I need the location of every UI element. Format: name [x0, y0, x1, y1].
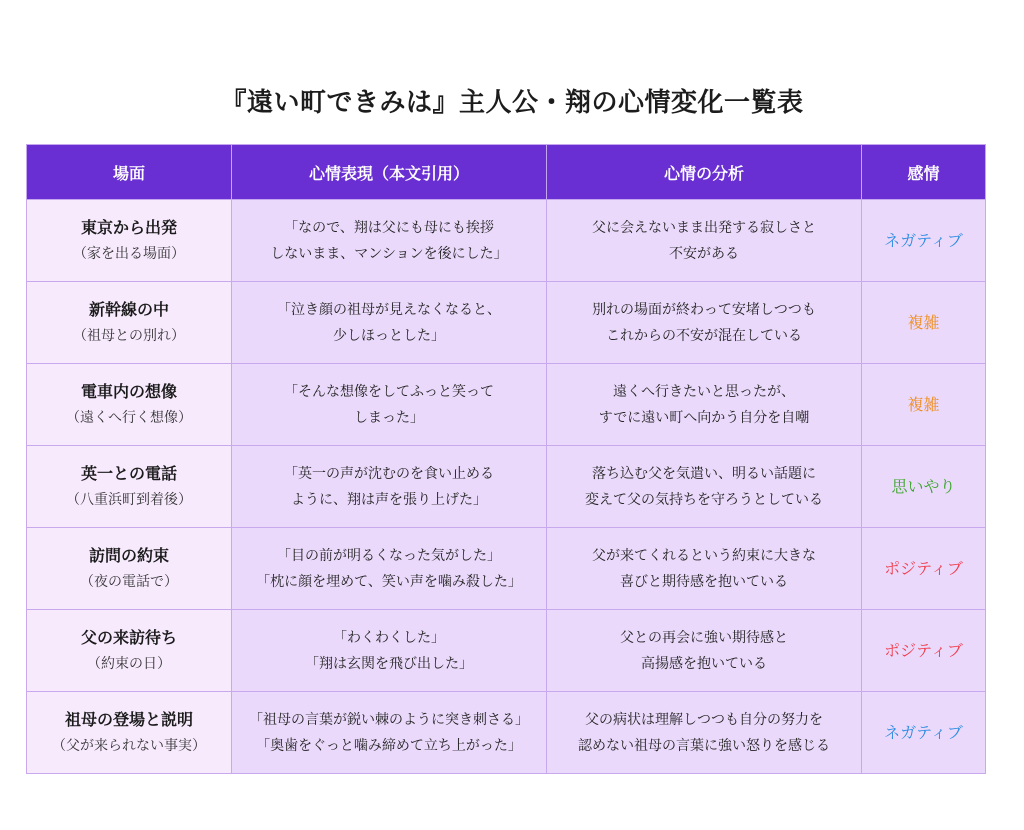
- scene-title: 東京から出発: [80, 217, 177, 237]
- quote-line: 「英一の声が沈むのを食い止める: [284, 465, 494, 482]
- emotion-label: 思いやり: [891, 476, 956, 496]
- analysis-line: 不安がある: [669, 245, 739, 262]
- column-header-scene: 場面: [27, 145, 232, 200]
- quote-cell: [232, 610, 547, 692]
- emotion-cell: [862, 200, 986, 282]
- table-row: [27, 610, 986, 692]
- scene-title: 新幹線の中: [88, 299, 169, 319]
- emotion-label: 複雑: [907, 312, 940, 332]
- scene-cell: [27, 364, 232, 446]
- scene-cell: [27, 200, 232, 282]
- quote-line: 少しほっとした」: [333, 327, 445, 344]
- emotion-cell: [862, 528, 986, 610]
- scene-subtitle: （父が来られない事実）: [52, 737, 206, 754]
- analysis-line: これからの不安が混在している: [606, 327, 802, 344]
- quote-line: ように、翔は声を張り上げた」: [291, 491, 487, 508]
- quote-line: しないまま、マンションを後にした」: [270, 245, 508, 262]
- quote-cell: [232, 528, 547, 610]
- emotion-label: ポジティブ: [884, 640, 963, 660]
- scene-title: 父の来訪待ち: [80, 627, 177, 647]
- scene-subtitle: （夜の電話で）: [80, 573, 178, 590]
- analysis-line: 喜びと期待感を抱いている: [620, 573, 788, 590]
- table-body: [27, 200, 986, 774]
- quote-cell: [232, 200, 547, 282]
- scene-cell: [27, 610, 232, 692]
- scene-subtitle: （祖母との別れ）: [73, 327, 185, 344]
- quote-line: 「なので、翔は父にも母にも挨拶: [284, 219, 494, 236]
- analysis-line: 高揚感を抱いている: [641, 655, 767, 672]
- quote-line: 「枕に顔を埋めて、笑い声を噛み殺した」: [256, 573, 522, 590]
- emotion-cell: [862, 692, 986, 774]
- emotion-cell: [862, 282, 986, 364]
- table-row: [27, 282, 986, 364]
- table-row: [27, 692, 986, 774]
- quote-line: 「祖母の言葉が鋭い棘のように突き刺さる」: [249, 711, 529, 728]
- analysis-line: 父との再会に強い期待感と: [620, 629, 788, 646]
- analysis-cell: [547, 364, 862, 446]
- emotion-cell: [862, 610, 986, 692]
- emotion-table: [26, 144, 986, 774]
- quote-line: 「翔は玄関を飛び出した」: [305, 655, 473, 672]
- column-header-analysis: 心情の分析: [547, 145, 862, 200]
- emotion-label: ネガティブ: [884, 722, 963, 742]
- column-header-emotion: 感情: [862, 145, 986, 200]
- quote-cell: [232, 364, 547, 446]
- analysis-cell: [547, 200, 862, 282]
- analysis-cell: [547, 528, 862, 610]
- quote-cell: [232, 446, 547, 528]
- scene-title: 訪問の約束: [88, 545, 169, 565]
- scene-subtitle: （八重浜町到着後）: [66, 491, 192, 508]
- analysis-line: すでに遠い町へ向かう自分を自嘲: [598, 409, 810, 426]
- scene-cell: [27, 282, 232, 364]
- scene-cell: [27, 692, 232, 774]
- scene-title: 祖母の登場と説明: [64, 709, 193, 729]
- table-row: [27, 200, 986, 282]
- analysis-line: 別れの場面が終わって安堵しつつも: [592, 301, 816, 318]
- quote-cell: [232, 692, 547, 774]
- analysis-cell: [547, 446, 862, 528]
- column-header-quote: 心情表現（本文引用）: [232, 145, 547, 200]
- emotion-label: ネガティブ: [884, 230, 963, 250]
- header-row: [27, 145, 986, 200]
- analysis-cell: [547, 610, 862, 692]
- scene-subtitle: （遠くへ行く想像）: [66, 409, 192, 426]
- quote-line: 「わくわくした」: [333, 629, 445, 646]
- quote-line: 「そんな想像をしてふっと笑って: [284, 383, 494, 400]
- emotion-label: ポジティブ: [884, 558, 963, 578]
- quote-line: 「目の前が明るくなった気がした」: [277, 547, 501, 564]
- quote-line: 「泣き顔の祖母が見えなくなると、: [277, 301, 501, 318]
- analysis-line: 父に会えないまま出発する寂しさと: [592, 219, 816, 236]
- scene-title: 電車内の想像: [80, 381, 177, 401]
- analysis-cell: [547, 282, 862, 364]
- page-title: 『遠い町できみは』主人公・翔の心情変化一覧表: [220, 88, 804, 118]
- table-row: [27, 446, 986, 528]
- analysis-line: 変えて父の気持ちを守ろうとしている: [585, 491, 823, 508]
- analysis-cell: [547, 692, 862, 774]
- scene-subtitle: （約束の日）: [87, 655, 171, 672]
- scene-subtitle: （家を出る場面）: [73, 245, 185, 262]
- analysis-line: 認めない祖母の言葉に強い怒りを感じる: [578, 737, 830, 754]
- table-row: [27, 364, 986, 446]
- analysis-line: 父が来てくれるという約束に大きな: [592, 547, 816, 564]
- emotion-cell: [862, 446, 986, 528]
- analysis-line: 遠くへ行きたいと思ったが、: [613, 383, 795, 400]
- emotion-cell: [862, 364, 986, 446]
- analysis-line: 父の病状は理解しつつも自分の努力を: [585, 711, 823, 728]
- table-row: [27, 528, 986, 610]
- scene-cell: [27, 528, 232, 610]
- scene-title: 英一との電話: [80, 463, 177, 483]
- emotion-label: 複雑: [907, 394, 940, 414]
- analysis-line: 落ち込む父を気遣い、明るい話題に: [592, 465, 816, 482]
- quote-cell: [232, 282, 547, 364]
- quote-line: しまった」: [354, 409, 424, 426]
- quote-line: 「奥歯をぐっと噛み締めて立ち上がった」: [256, 737, 522, 754]
- scene-cell: [27, 446, 232, 528]
